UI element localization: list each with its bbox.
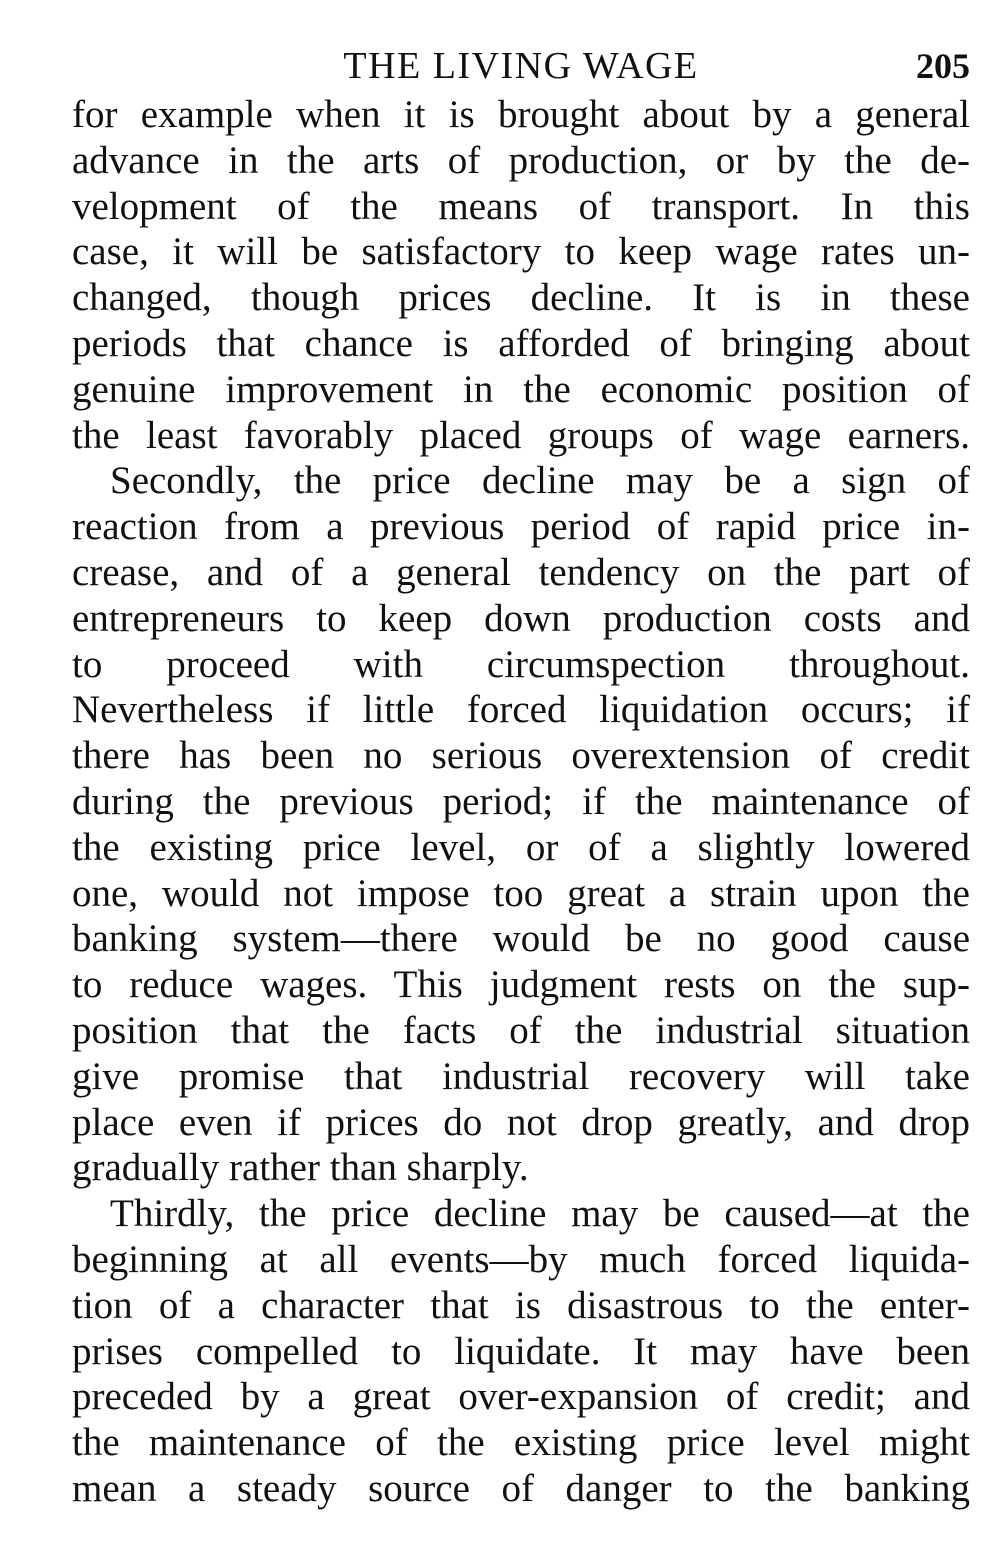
text-line: there has been no serious overextension of credit [72,734,970,778]
text-line: tion of a character that is disastrous to the enter- [72,1283,970,1327]
text-line: position that the facts of the industrial situation [72,1008,970,1052]
text-line: during the previous period; if the maintenance of [72,779,970,823]
text-line: give promise that industrial recovery will take [72,1054,970,1098]
body-text [72,92,970,1512]
text-line: the least favorably placed groups of wage earners. [72,413,970,457]
running-title: THE LIVING WAGE [343,45,699,87]
text-line: advance in the arts of production, or by the de- [72,138,970,182]
text-line: changed, though prices decline. It is in these [72,276,970,320]
text-line: entrepreneurs to keep down production costs and [72,596,970,640]
text-line: the existing price level, or of a slightly lowered [72,825,970,869]
text-line: prises compelled to liquidate. It may have been [72,1329,970,1373]
text-line: mean a steady source of danger to the banking [72,1466,970,1510]
paragraph-secondly [72,458,970,1191]
text-line: for example when it is brought about by a general [72,93,970,136]
text-line: crease, and of a general tendency on the part of [72,550,970,594]
text-line: to reduce wages. This judgment rests on the sup- [72,963,970,1007]
text-line: periods that chance is afforded of bringing about [72,321,970,365]
paragraph-thirdly [72,1191,970,1512]
text-line: place even if prices do not drop greatly, and drop [72,1100,970,1144]
text-line: the maintenance of the existing price level might [72,1421,970,1465]
text-line: Thirdly, the price decline may be caused—at the [110,1192,970,1236]
text-line: Secondly, the price decline may be a sign of [110,459,970,503]
running-head [72,40,970,92]
text-line: gradually rather than sharply. [72,1146,529,1190]
text-line: reaction from a previous period of rapid price in- [72,505,970,549]
text-line: to proceed with circumspection throughout. [72,642,970,686]
paragraph-continuation [72,92,970,458]
text-line: genuine improvement in the economic position of [72,367,970,411]
text-line: banking system—there would be no good cause [72,917,970,961]
text-line: velopment of the means of transport. In this [72,184,970,228]
text-line: preceded by a great over-expansion of credit; and [72,1375,970,1419]
text-line: case, it will be satisfactory to keep wage rates un- [72,230,970,274]
text-line: Nevertheless if little forced liquidation occurs; if [72,688,970,732]
book-page [72,40,970,1512]
page-number: 205 [916,46,970,86]
text-line: beginning at all events—by much forced liquida- [72,1237,970,1281]
text-line: one, would not impose too great a strain upon the [72,871,970,915]
